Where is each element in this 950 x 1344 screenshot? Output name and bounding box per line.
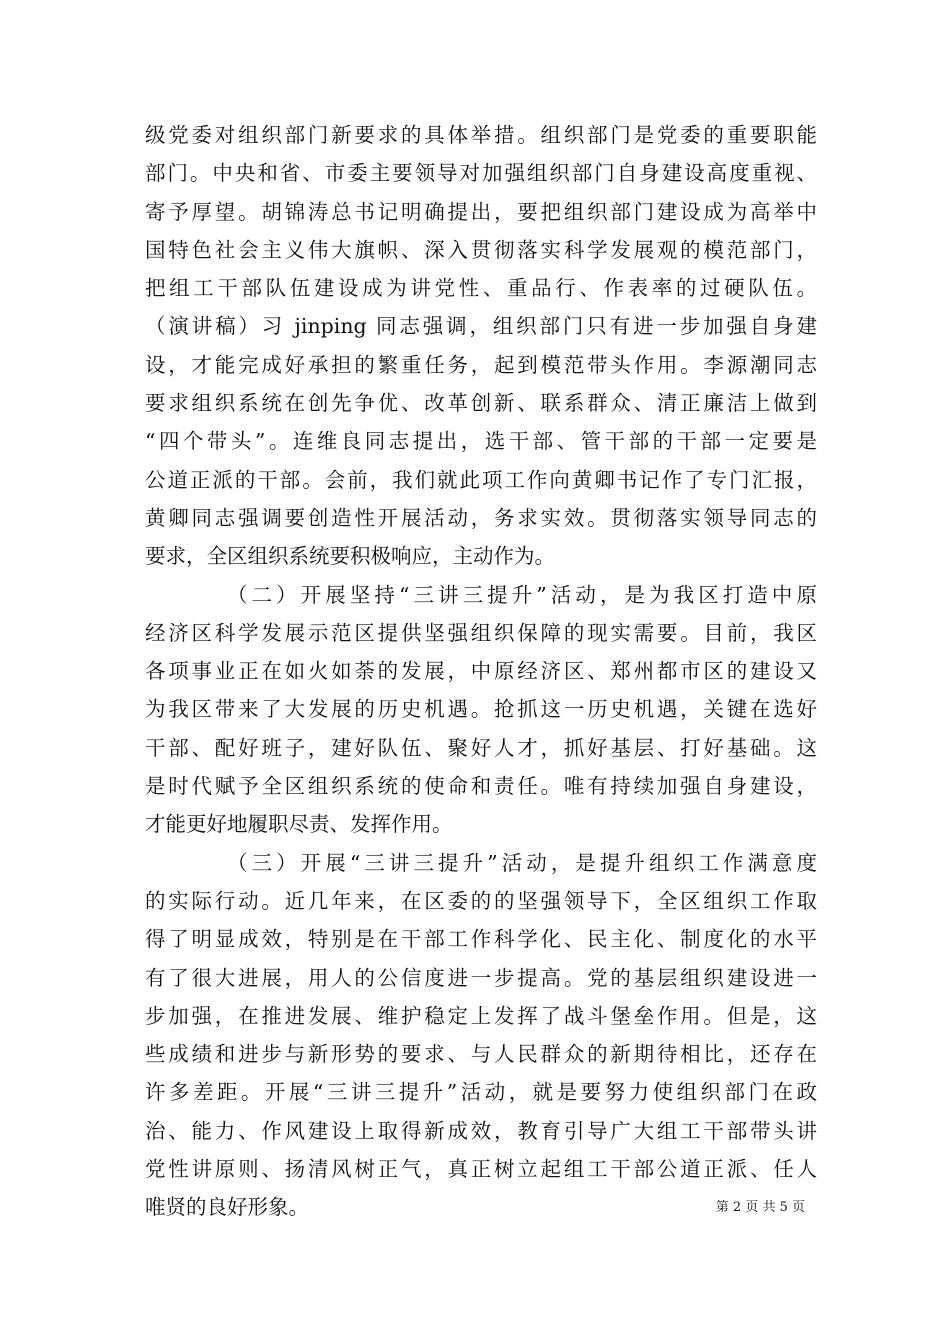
text-line: 经济区科学发展示范区提供坚强组织保障的现实需要。目前，我区 xyxy=(145,620,817,645)
text-line: 为我区带来了大发展的历史机遇。抢抓这一历史机遇，关键在选好 xyxy=(145,697,817,722)
text-line: 黄卿同志强调要创造性开展活动，务求实效。贯彻落实领导同志的 xyxy=(145,505,817,530)
text-line: 干部、配好班子，建好队伍、聚好人才，抓好基层、打好基础。这 xyxy=(145,735,817,760)
text-line: （三）开展“三讲三提升”活动，是提升组织工作满意度 xyxy=(227,850,817,875)
text-line: 是时代赋予全区组织系统的使命和责任。唯有持续加强自身建设， xyxy=(145,774,817,799)
page-number: 第 2 页 共 5 页 xyxy=(715,1200,805,1215)
text-line: 许多差距。开展“三讲三提升”活动，就是要努力使组织部门在政 xyxy=(145,1080,817,1105)
text-line: 治、能力、作风建设上取得新成效，教育引导广大组工干部带头讲 xyxy=(145,1118,817,1143)
text-line: 公道正派的干部。会前，我们就此项工作向黄卿书记作了专门汇报， xyxy=(145,467,817,492)
text-line: 有了很大进展，用人的公信度进一步提高。党的基层组织建设进一 xyxy=(145,965,817,990)
text-line: （二）开展坚持“三讲三提升”活动，是为我区打造中原 xyxy=(227,582,817,607)
text-line: 各项事业正在如火如荼的发展，中原经济区、郑州都市区的建设又 xyxy=(145,659,817,684)
document-body xyxy=(145,116,817,1227)
text-line: 把组工干部队伍建设成为讲党性、重品行、作表率的过硬队伍。 xyxy=(145,276,817,301)
text-line: 唯贤的良好形象。 xyxy=(145,1195,309,1220)
text-line: 得了明显成效，特别是在干部工作科学化、民主化、制度化的水平 xyxy=(145,927,817,952)
text-line: 要求，全区组织系统要积极响应，主动作为。 xyxy=(145,544,555,569)
text-line: 要求组织系统在创先争优、改革创新、联系群众、清正廉洁上做到 xyxy=(145,391,817,416)
text-line: 国特色社会主义伟大旗帜、深入贯彻落实科学发展观的模范部门， xyxy=(145,237,817,262)
text-line: 些成绩和进步与新形势的要求、与人民群众的新期待相比，还存在 xyxy=(145,1042,817,1067)
text-line: 设，才能完成好承担的繁重任务，起到模范带头作用。李源潮同志 xyxy=(145,352,817,377)
text-line: 寄予厚望。胡锦涛总书记明确提出，要把组织部门建设成为高举中 xyxy=(145,199,817,224)
text-line: 才能更好地履职尽责、发挥作用。 xyxy=(145,812,453,837)
text-line: （演讲稿）习 jinping 同志强调，组织部门只有进一步加强自身建 xyxy=(145,314,817,339)
text-line: 部门。中央和省、市委主要领导对加强组织部门自身建设高度重视、 xyxy=(145,161,817,186)
text-line: 的实际行动。近几年来，在区委的的坚强领导下，全区组织工作取 xyxy=(145,888,817,913)
text-line: “四个带头”。连维良同志提出，选干部、管干部的干部一定要是 xyxy=(145,429,817,454)
text-line: 级党委对组织部门新要求的具体举措。组织部门是党委的重要职能 xyxy=(145,123,817,147)
text-line: 步加强，在推进发展、维护稳定上发挥了战斗堡垒作用。但是，这 xyxy=(145,1003,817,1028)
text-line: 党性讲原则、扬清风树正气，真正树立起组工干部公道正派、任人 xyxy=(145,1157,817,1182)
